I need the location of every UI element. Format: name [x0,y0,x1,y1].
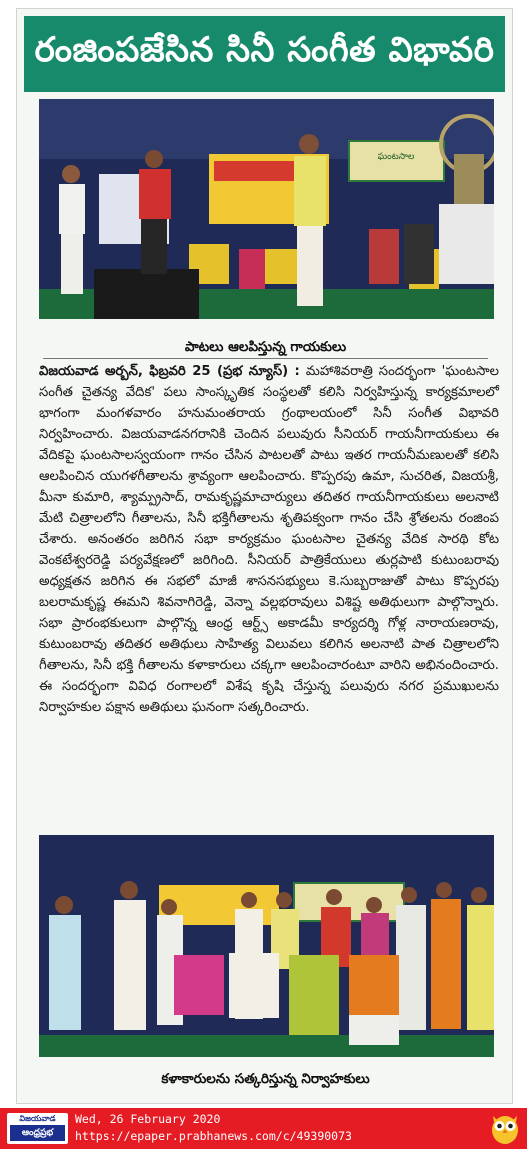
dateline: విజయవాడ అర్బన్, ఫిబ్రవరి 25 (ప్రభ న్యూస్) : [39,364,300,379]
epaper-link[interactable]: https://epaper.prabhanews.com/c/49390073 [75,1129,352,1143]
article-text: మహాశివరాత్రి సందర్భంగా 'ఘంటసాల సంగీత చైతన్య వేదిక' పలు సాంస్కృతిక సంస్థలతో కలిసి నిర్వహిస్తున్న కార్యక్రమాలలో భాగంగా మంగళవారం హనుమంతరాయ గ్రంథాలయంలో సినీ సంగీత విభావరి నిర్వహించారు. విజయవాడనగరానికి చెందిన పలువురు సీనియర్ గాయనీగాయకులు ఈ వేదికపై ఘంటసాలస్వయంగా గానం చేసిన పాటలతో పాటు ఇతర గాయనీమణులతో కలిసి ఆలపించిన యుగళగీతాలను శ్రావ్యంగా ఆలపించారు. కొప్పరపు ఉమా, సుచరిత, విజయశ్రీ, మీనా కుమారి, శ్యామ్ప్రసాద్, రామకృష్ణమాచార్యులు తదితర గాయనీగాయకులు అలనాటి మేటి చిత్రాలలోని గీతాలను, సినీ భక్తిగీతాలను శృతిపక్వంగా గానం చేసి శ్రోతలను రంజింప చేశారు. అనంతరం జరిగిన సభా కార్యక్రమం ఘంటసాల చైతన్య వేదిక సారథి కోట వెంకటేశ్వరరెడ్డి పర్యవేక్షణలో జరిగింది. సీనియర్ పాత్రికేయులు తుర్లపాటి కుటుంబరావు అధ్యక్షతన జరిగిన ఈ సభలో మాజీ శాసనసభ్యులు కె.సుబ్బరాజుతో పాటు కొప్పరపు బలరామకృష్ణ ఈమని శివనాగిరెడ్డి, వెన్నా వల్లభరావులు విశిష్ట అతిథులుగా పాల్గొన్నారు. సభా ప్రారంభకులుగా పాల్గొన్న ఆంధ్ర ఆర్ట్స్ అకాడమీ కార్యదర్శి గోళ్ల నారాయణరావు, కుటుంబరావు తదితర అతిథులు సాహిత్య విలువలు కలిగిన అలనాటి పాత చిత్రాలలోని గీతాలను, సినీ భక్తి గీతాలను కళాకారులు చక్కగా ఆలపించారంటూ వారిని అభినందించారు. ఈ సందర్భంగా వివిధ రంగాలలో విశేష కృషి చేస్తున్న పలువురు నగర ప్రముఖులను నిర్వాహకుల పక్షాన అతిథులు ఘనంగా సత్కరించారు. [39,364,499,715]
felicitation-photo [39,835,494,1057]
caption-divider [43,358,488,359]
article-body [39,361,499,718]
stage-photo-illustration [39,99,494,319]
edition-date: Wed, 26 February 2020 [75,1112,221,1126]
banner-text: ఘంటసాల [377,152,415,162]
felicitation-photo-illustration [39,835,494,1057]
photo-caption-felicitation: కళాకారులను సత్కరిస్తున్న నిర్వాహకులు [161,1071,370,1087]
logo-edition: విజయవాడ [19,1114,56,1123]
headline: రంజింపజేసిన సినీ సంగీత విభావరి [24,16,505,92]
logo-masthead: ఆంధ్రప్రభ [10,1125,65,1141]
epaper-footer [0,1108,527,1149]
photo-caption-singers: పాటలు ఆలపిస్తున్న గాయకులు [184,339,347,355]
publication-logo[interactable] [7,1113,68,1144]
stage-photo [39,99,494,319]
news-clipping [16,8,513,1104]
owl-icon[interactable] [489,1112,521,1145]
